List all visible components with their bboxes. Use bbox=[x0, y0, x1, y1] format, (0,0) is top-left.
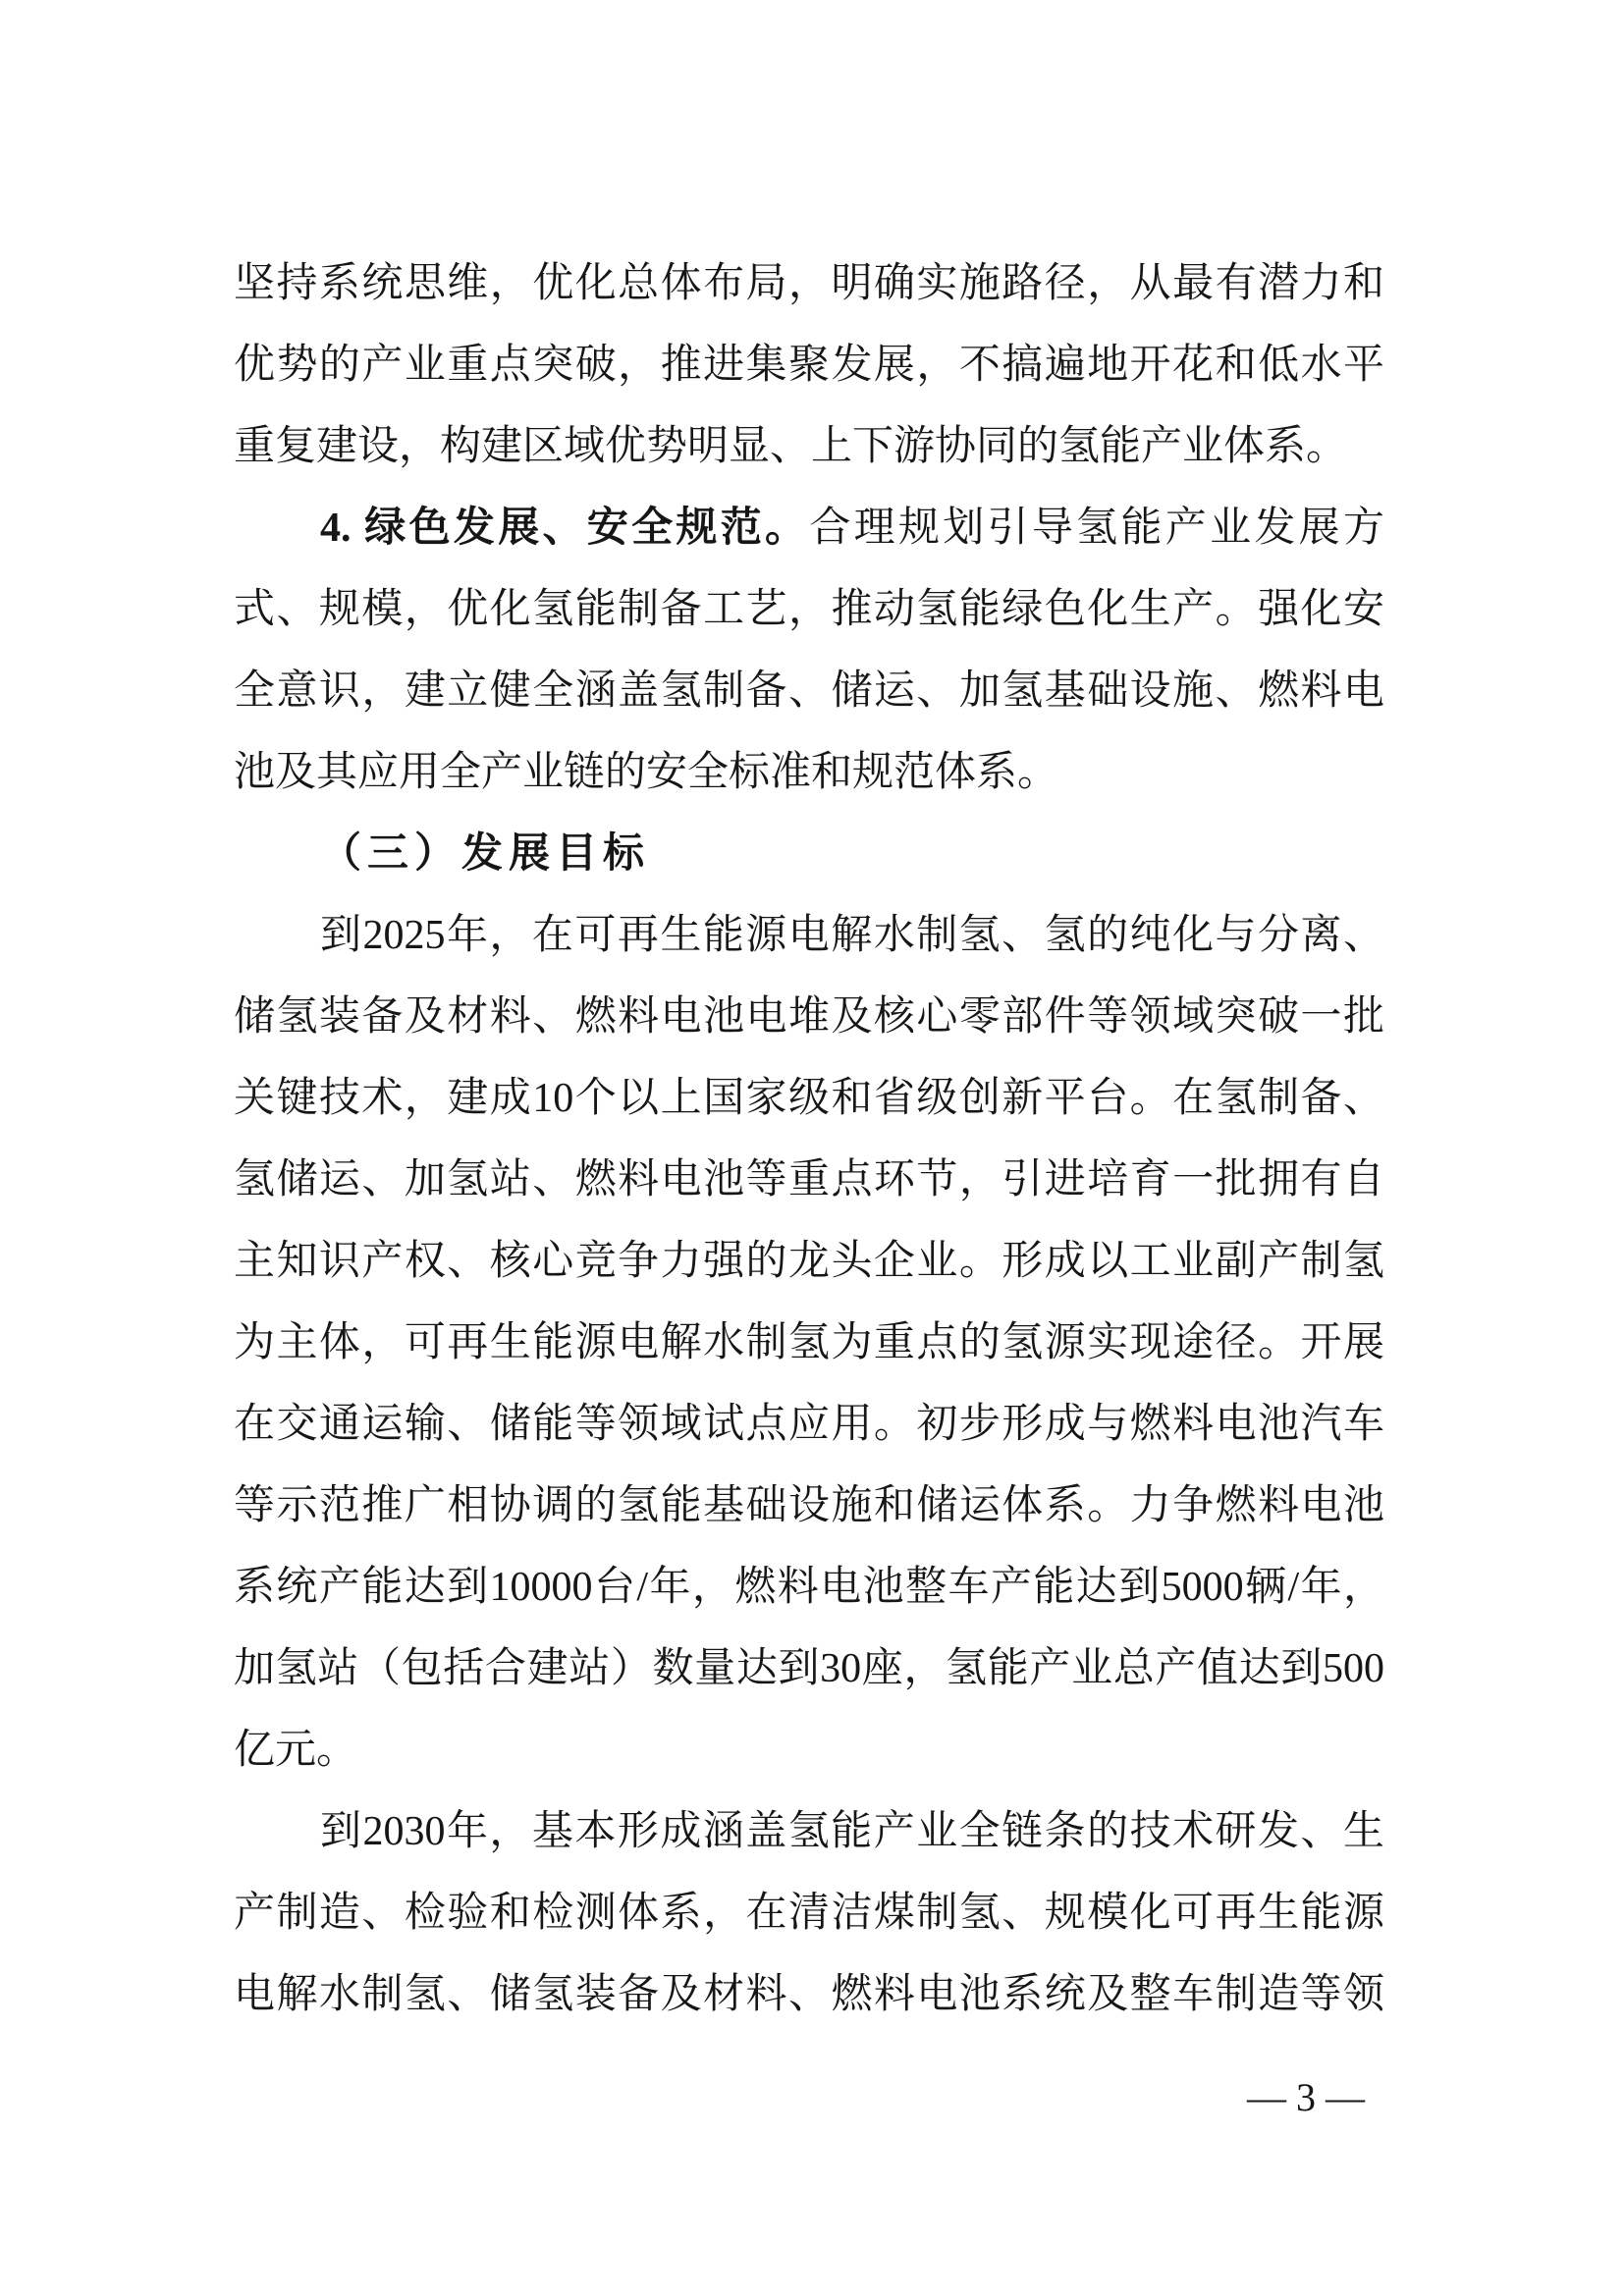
paragraph4-line1: 到2030年，基本形成涵盖氢能产业全链条的技术研发、生 bbox=[320, 1809, 1384, 1854]
page-number: — 3 — bbox=[1247, 2075, 1365, 2119]
paragraph3-line6: 为主体，可再生能源电解水制氢为重点的氢源实现途径。开展 bbox=[234, 1320, 1384, 1365]
paragraph4-line2: 产制造、检验和检测体系，在清洁煤制氢、规模化可再生能源 bbox=[234, 1891, 1384, 1936]
paragraph3-line11: 亿元。 bbox=[234, 1728, 358, 1773]
paragraph3-line3: 关键技术，建成10个以上国家级和省级创新平台。在氢制备、 bbox=[234, 1076, 1384, 1121]
paragraph2-lead-bold: 4. 绿色发展、安全规范。 bbox=[320, 506, 810, 551]
paragraph4-line3: 电解水制氢、储氢装备及材料、燃料电池系统及整车制造等领 bbox=[234, 1972, 1384, 2017]
paragraph3-line1: 到2025年，在可再生能源电解水制氢、氢的纯化与分离、 bbox=[320, 913, 1384, 958]
paragraph1-line2: 优势的产业重点突破，推进集聚发展，不搞遍地开花和低水平 bbox=[234, 343, 1384, 388]
paragraph3-line7: 在交通运输、储能等领域试点应用。初步形成与燃料电池汽车 bbox=[234, 1402, 1384, 1447]
paragraph3-line10: 加氢站（包括合建站）数量达到30座，氢能产业总产值达到500 bbox=[234, 1646, 1384, 1691]
paragraph1-line1: 坚持系统思维，优化总体布局，明确实施路径，从最有潜力和 bbox=[234, 261, 1384, 306]
paragraph3-line2: 储氢装备及材料、燃料电池电堆及核心零部件等领域突破一批 bbox=[234, 994, 1384, 1040]
paragraph3-line5: 主知识产权、核心竞争力强的龙头企业。形成以工业副产制氢 bbox=[234, 1239, 1384, 1284]
paragraph2-line2: 式、规模，优化氢能制备工艺，推动氢能绿色化生产。强化安 bbox=[234, 587, 1384, 632]
section-heading: （三）发展目标 bbox=[320, 831, 651, 877]
paragraph2-line4: 池及其应用全产业链的安全标准和规范体系。 bbox=[234, 750, 1059, 795]
paragraph2-line3: 全意识，建立健全涵盖氢制备、储运、加氢基础设施、燃料电 bbox=[234, 668, 1384, 714]
paragraph1-line3: 重复建设，构建区域优势明显、上下游协同的氢能产业体系。 bbox=[234, 424, 1348, 469]
paragraph3-line9: 系统产能达到10000台/年，燃料电池整车产能达到5000辆/年， bbox=[234, 1565, 1384, 1610]
paragraph3-line4: 氢储运、加氢站、燃料电池等重点环节，引进培育一批拥有自 bbox=[234, 1157, 1384, 1202]
paragraph2-line1 bbox=[234, 488, 1384, 569]
paragraph3-line8: 等示范推广相协调的氢能基础设施和储运体系。力争燃料电池 bbox=[234, 1483, 1384, 1528]
text-block bbox=[234, 243, 1384, 2036]
paragraph2-line1-rest: 合理规划引导氢能产业发展方 bbox=[809, 506, 1384, 551]
